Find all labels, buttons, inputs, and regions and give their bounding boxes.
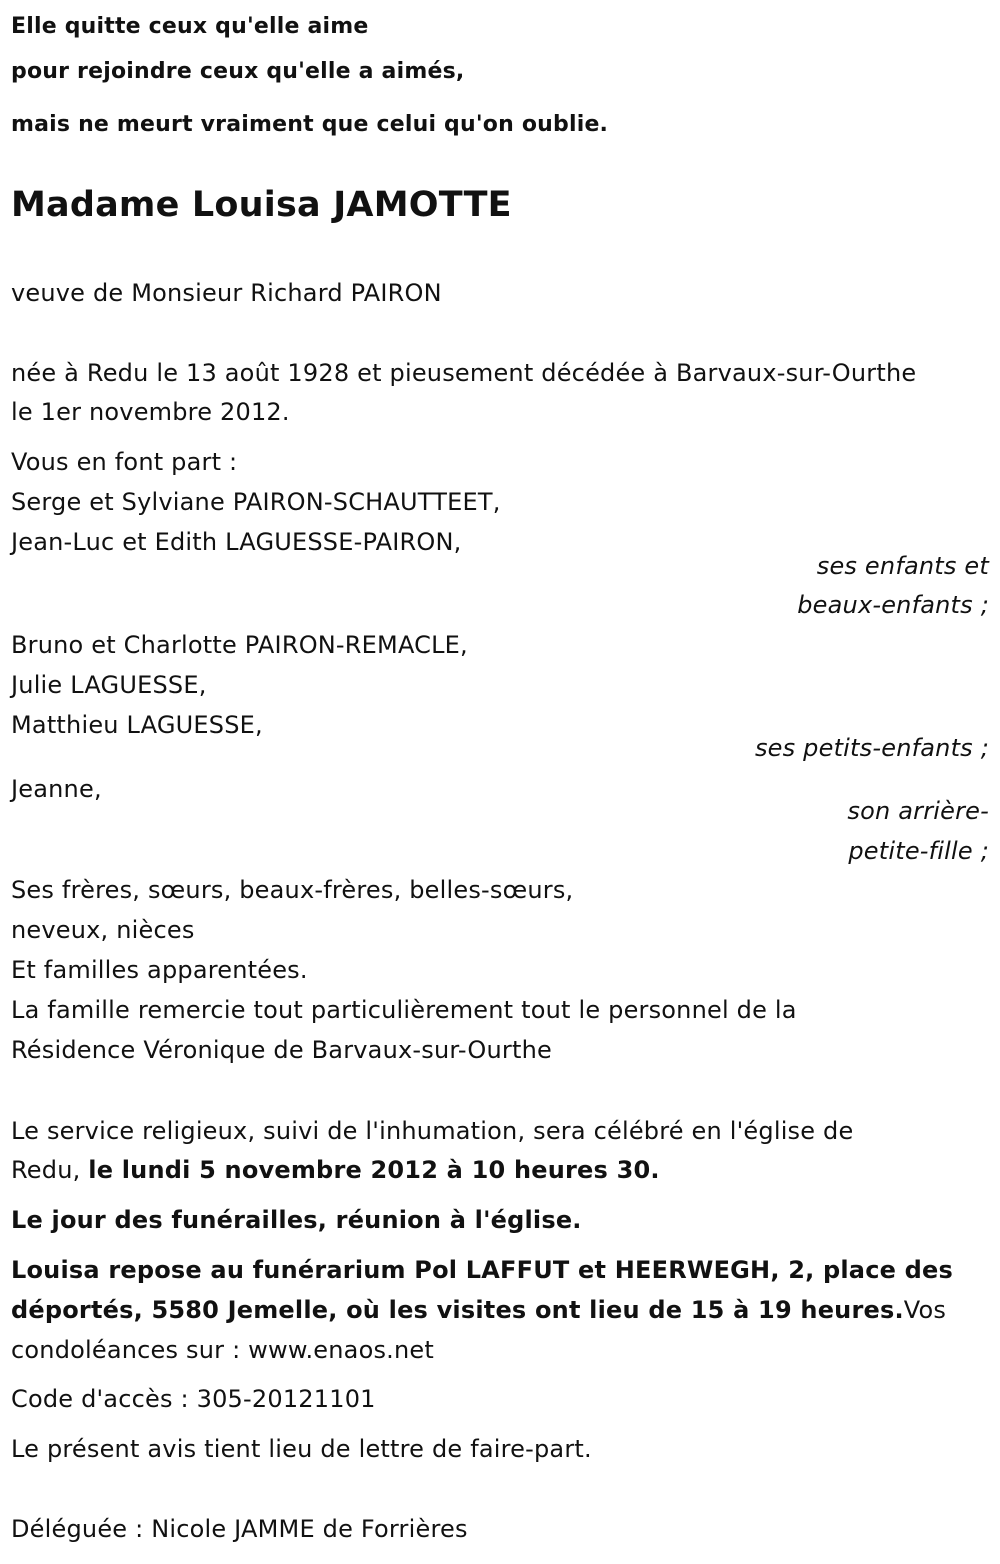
family-line: La famille remercie tout particulièrement tout le personnel de la	[11, 996, 797, 1024]
family-line: neveux, nièces	[11, 916, 195, 944]
widow-of: veuve de Monsieur Richard PAIRON	[11, 279, 442, 307]
notice-line: Le présent avis tient lieu de lettre de faire-part.	[11, 1435, 592, 1463]
condolences-prefix: Vos	[903, 1296, 947, 1324]
announce: Vous en font part :	[11, 448, 238, 476]
great-grandchild-role: son arrière-	[847, 797, 989, 825]
family-line: Résidence Véronique de Barvaux-sur-Ourthe	[11, 1036, 552, 1064]
access-code: Code d'accès : 305-20121101	[11, 1385, 376, 1413]
birth-death-line: le 1er novembre 2012.	[11, 398, 290, 426]
family-line: Et familles apparentées.	[11, 956, 308, 984]
repose-visits: déportés, 5580 Jemelle, où les visites ont lieu de 15 à 19 heures.	[11, 1296, 904, 1324]
epitaph-line: mais ne meurt vraiment que celui qu'on oublie.	[11, 112, 609, 137]
service-line: Le service religieux, suivi de l'inhumation, sera célébré en l'église de	[11, 1117, 854, 1145]
condolences-line: condoléances sur : www.enaos.net	[11, 1336, 434, 1364]
great-grandchild-name: Jeanne,	[11, 775, 102, 803]
child-name: Serge et Sylviane PAIRON-SCHAUTTEET,	[11, 488, 501, 516]
family-line: Ses frères, sœurs, beaux-frères, belles-sœurs,	[11, 876, 574, 904]
grandchild-name: Julie LAGUESSE,	[11, 671, 207, 699]
child-name: Jean-Luc et Edith LAGUESSE-PAIRON,	[11, 528, 462, 556]
grandchild-name: Bruno et Charlotte PAIRON-REMACLE,	[11, 631, 468, 659]
children-role: beaux-enfants ;	[797, 591, 989, 619]
grandchild-name: Matthieu LAGUESSE,	[11, 711, 263, 739]
deceased-name: Madame Louisa JAMOTTE	[11, 185, 512, 225]
great-grandchild-role: petite-fille ;	[848, 837, 989, 865]
delegate-line: Déléguée : Nicole JAMME de Forrières	[11, 1515, 468, 1543]
epitaph-line: pour rejoindre ceux qu'elle a aimés,	[11, 59, 465, 84]
repose-line	[11, 1295, 946, 1325]
service-place: Redu,	[11, 1156, 89, 1184]
service-datetime: le lundi 5 novembre 2012 à 10 heures 30.	[88, 1156, 660, 1184]
meeting-info: Le jour des funérailles, réunion à l'église.	[11, 1206, 582, 1234]
grandchildren-role: ses petits-enfants ;	[754, 734, 989, 762]
children-role: ses enfants et	[816, 552, 989, 580]
service-line	[11, 1155, 660, 1185]
epitaph-line: Elle quitte ceux qu'elle aime	[11, 14, 369, 39]
birth-death-line: née à Redu le 13 août 1928 et pieusement décédée à Barvaux-sur-Ourthe	[11, 359, 917, 387]
repose-line: Louisa repose au funérarium Pol LAFFUT et HEERWEGH, 2, place des	[11, 1256, 953, 1284]
